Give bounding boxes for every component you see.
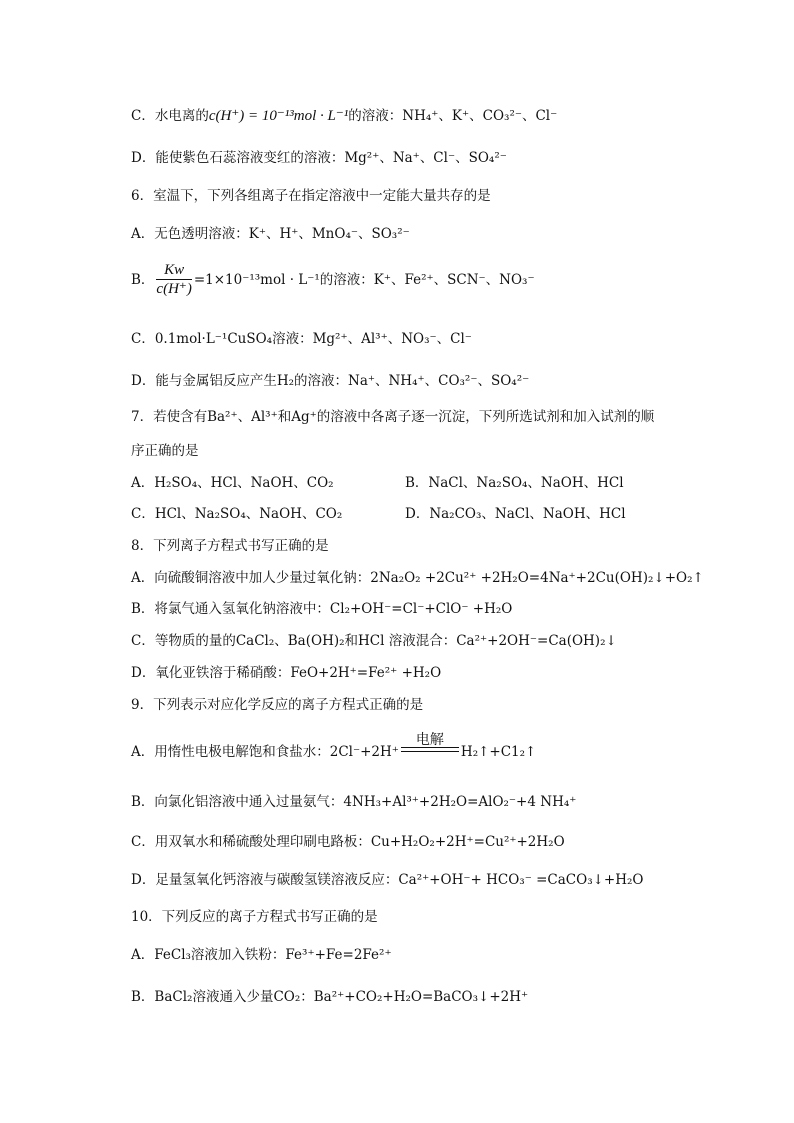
option-7b: B．NaCl、Na₂SO₄、NaOH、HCl xyxy=(405,475,624,491)
option-10a: A．FeCl₃溶液加入铁粉：Fe³⁺+Fe=2Fe²⁺ xyxy=(131,947,392,963)
question-7-line-2: 序正确的是 xyxy=(131,443,199,459)
option-6b-suffix: =1×10⁻¹³mol · L⁻¹的溶液：K⁺、Fe²⁺、SCN⁻、NO₃⁻ xyxy=(193,272,535,288)
option-7d: D．Na₂CO₃、NaCl、NaOH、HCl xyxy=(405,506,626,522)
option-6b-prefix: B． xyxy=(131,272,155,288)
option-9c: C．用双氧水和稀硫酸处理印刷电路板：Cu+H₂O₂+2H⁺=Cu²⁺+2H₂O xyxy=(131,834,565,850)
option-6b xyxy=(131,262,535,299)
kw-fraction xyxy=(156,262,191,299)
option-7c: C．HCl、Na₂SO₄、NaOH、CO₂ xyxy=(131,506,343,522)
option-6d: D．能与金属铝反应产生H₂的溶液：Na⁺、NH₄⁺、CO₃²⁻、SO₄²⁻ xyxy=(131,373,530,389)
option-10b: B．BaCl₂溶液通入少量CO₂：Ba²⁺+CO₂+H₂O=BaCO₃↓+2H⁺ xyxy=(131,989,529,1005)
option-9a-prefix: A．用惰性电极电解饱和食盐水：2Cl⁻+2H⁺ xyxy=(131,744,399,760)
electrolysis-label: 电解 xyxy=(415,732,444,748)
option-6c: C．0.1mol·L⁻¹CuSO₄溶液：Mg²⁺、Al³⁺、NO₃⁻、Cl⁻ xyxy=(131,331,472,347)
fraction-numerator: Kw xyxy=(156,262,191,280)
option-8d: D．氧化亚铁溶于稀硝酸：FeO+2H⁺=Fe²⁺ +H₂O xyxy=(131,665,442,681)
option-5c xyxy=(131,106,557,126)
option-9a-suffix: H₂↑+C1₂↑ xyxy=(460,744,537,760)
option-9a xyxy=(131,732,537,762)
electrolysis-arrow xyxy=(401,732,459,752)
option-7a: A．H₂SO₄、HCl、NaOH、CO₂ xyxy=(131,475,334,491)
option-9d: D．足量氢氧化钙溶液与碳酸氢镁溶液反应：Ca²⁺+OH⁻+ HCO₃⁻ =CaCO₃↓+H₂O xyxy=(131,872,644,888)
question-6: 6．室温下，下列各组离子在指定溶液中一定能大量共存的是 xyxy=(131,188,491,204)
option-6a: A．无色透明溶液：K⁺、H⁺、MnO₄⁻、SO₃²⁻ xyxy=(131,226,410,242)
option-5d: D．能使紫色石蕊溶液变红的溶液：Mg²⁺、Na⁺、Cl⁻、SO₄²⁻ xyxy=(131,150,507,166)
option-5c-prefix: C．水电离的 xyxy=(131,108,209,124)
option-8b: B．将氯气通入氢氧化钠溶液中：Cl₂+OH⁻=Cl⁻+ClO⁻ +H₂O xyxy=(131,601,513,617)
question-10: 10．下列反应的离子方程式书写正确的是 xyxy=(131,909,378,925)
fraction-denominator: c(H⁺) xyxy=(156,281,192,297)
option-5c-suffix: 的溶液：NH₄⁺、K⁺、CO₃²⁻、Cl⁻ xyxy=(348,108,558,124)
option-5c-formula: c(H⁺) = 10⁻¹³mol · L⁻¹ xyxy=(208,108,349,124)
question-8: 8．下列离子方程式书写正确的是 xyxy=(131,538,329,554)
option-8a: A．向硫酸铜溶液中加人少量过氧化钠：2Na₂O₂ +2Cu²⁺ +2H₂O=4Na⁺+2Cu(OH)₂↓+O₂↑ xyxy=(131,570,704,586)
option-9b: B．向氯化铝溶液中通入过量氨气：4NH₃+Al³⁺+2H₂O=AlO₂⁻+4 NH₄⁺ xyxy=(131,794,577,810)
option-8c: C．等物质的量的CaCl₂、Ba(OH)₂和HCl 溶液混合：Ca²⁺+2OH⁻=Ca(OH)₂↓ xyxy=(131,633,617,649)
question-9: 9．下列表示对应化学反应的离子方程式正确的是 xyxy=(131,697,424,713)
question-7-line-1: 7．若使含有Ba²⁺、Al³⁺和Ag⁺的溶液中各离子逐一沉淀，下列所选试剂和加入试剂的顺 xyxy=(131,409,655,425)
